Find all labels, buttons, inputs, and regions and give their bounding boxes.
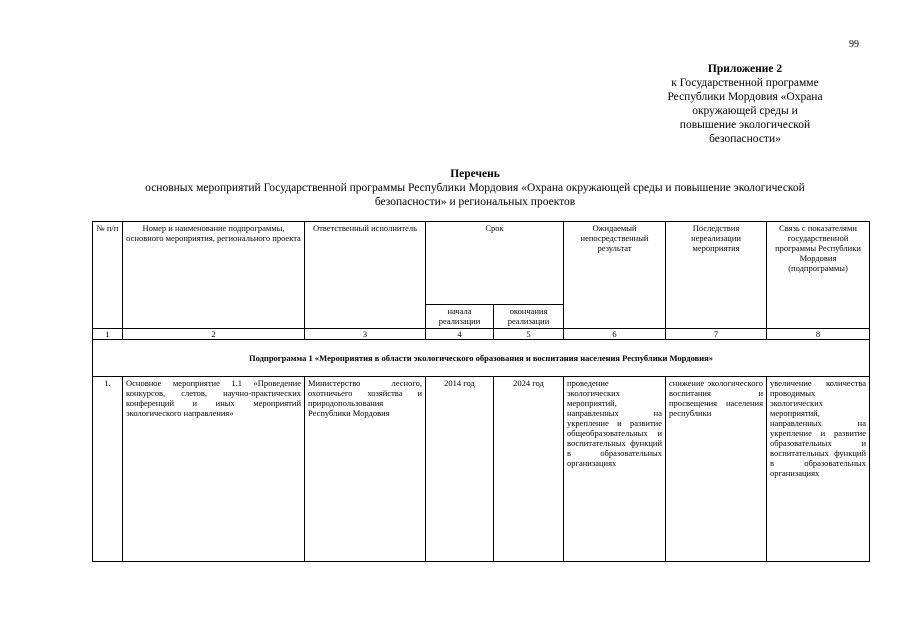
table-row	[93, 377, 870, 562]
document-heading	[80, 167, 870, 209]
header-row	[93, 222, 870, 305]
column-number: 1	[93, 329, 123, 340]
row-end: 2024 год	[494, 377, 564, 562]
column-number: 2	[123, 329, 305, 340]
subprogram-title: Подпрограмма 1 «Мероприятия в области экологического образования и воспитания населения Республики Мордовия»	[93, 340, 870, 377]
header-consequences: Последствия нереализации мероприятия	[666, 222, 767, 329]
appendix-line: повышение экологической	[679, 119, 811, 131]
row-consequences: снижение экологического воспитания и просвещения населения республики	[666, 377, 767, 562]
appendix-line: к Государственной программе	[671, 77, 819, 89]
subprogram-row	[93, 340, 870, 377]
row-num: 1.	[93, 377, 123, 562]
column-number-row	[93, 329, 870, 340]
page-number: 99	[849, 39, 859, 50]
row-executor: Министерство лесного, охотничьего хозяйства и природопользования Республики Мордовия	[305, 377, 426, 562]
row-link: увеличение количества проводимых экологических мероприятий, направленных на укрепление и развитие образовательных и воспитательных функций в образовательных организациях	[767, 377, 870, 562]
column-number: 8	[767, 329, 870, 340]
appendix-title: Приложение 2	[707, 63, 783, 75]
header-num: № п/п	[93, 222, 123, 329]
measures-table	[92, 221, 870, 562]
column-number: 7	[666, 329, 767, 340]
column-number: 5	[494, 329, 564, 340]
heading-line: основных мероприятий Государственной программы Республики Мордовия «Охрана окружающей среды и повышение экологической	[145, 182, 805, 194]
header-result: Ожидаемый непосредственный результат	[564, 222, 666, 329]
heading-line: безопасности» и региональных проектов	[374, 196, 576, 208]
row-result: проведение экологических мероприятий, направленных на укрепление и развитие общеобразовательных и воспитательных функций в образовательных организациях	[564, 377, 666, 562]
header-term-end: окончания реализации	[494, 305, 564, 329]
heading-title: Перечень	[450, 168, 500, 180]
appendix-line: окружающей среды и	[692, 105, 798, 117]
header-link: Связь с показателями государственной программы Республики Мордовия (подпрограммы)	[767, 222, 870, 329]
column-number: 6	[564, 329, 666, 340]
header-term-start: начала реализации	[426, 305, 494, 329]
header-term: Срок	[426, 222, 564, 305]
column-number: 4	[426, 329, 494, 340]
appendix-line: безопасности»	[709, 133, 781, 145]
row-name: Основное мероприятие 1.1 «Проведение конкурсов, слетов, научно-практических конференций и иных мероприятий экологического направления»	[123, 377, 305, 562]
row-start: 2014 год	[426, 377, 494, 562]
column-number: 3	[305, 329, 426, 340]
header-name: Номер и наименование подпрограммы, основного мероприятия, регионального проекта	[123, 222, 305, 329]
appendix-block	[645, 62, 845, 146]
header-executor: Ответственный исполнитель	[305, 222, 426, 329]
appendix-line: Республики Мордовия «Охрана	[667, 91, 823, 103]
